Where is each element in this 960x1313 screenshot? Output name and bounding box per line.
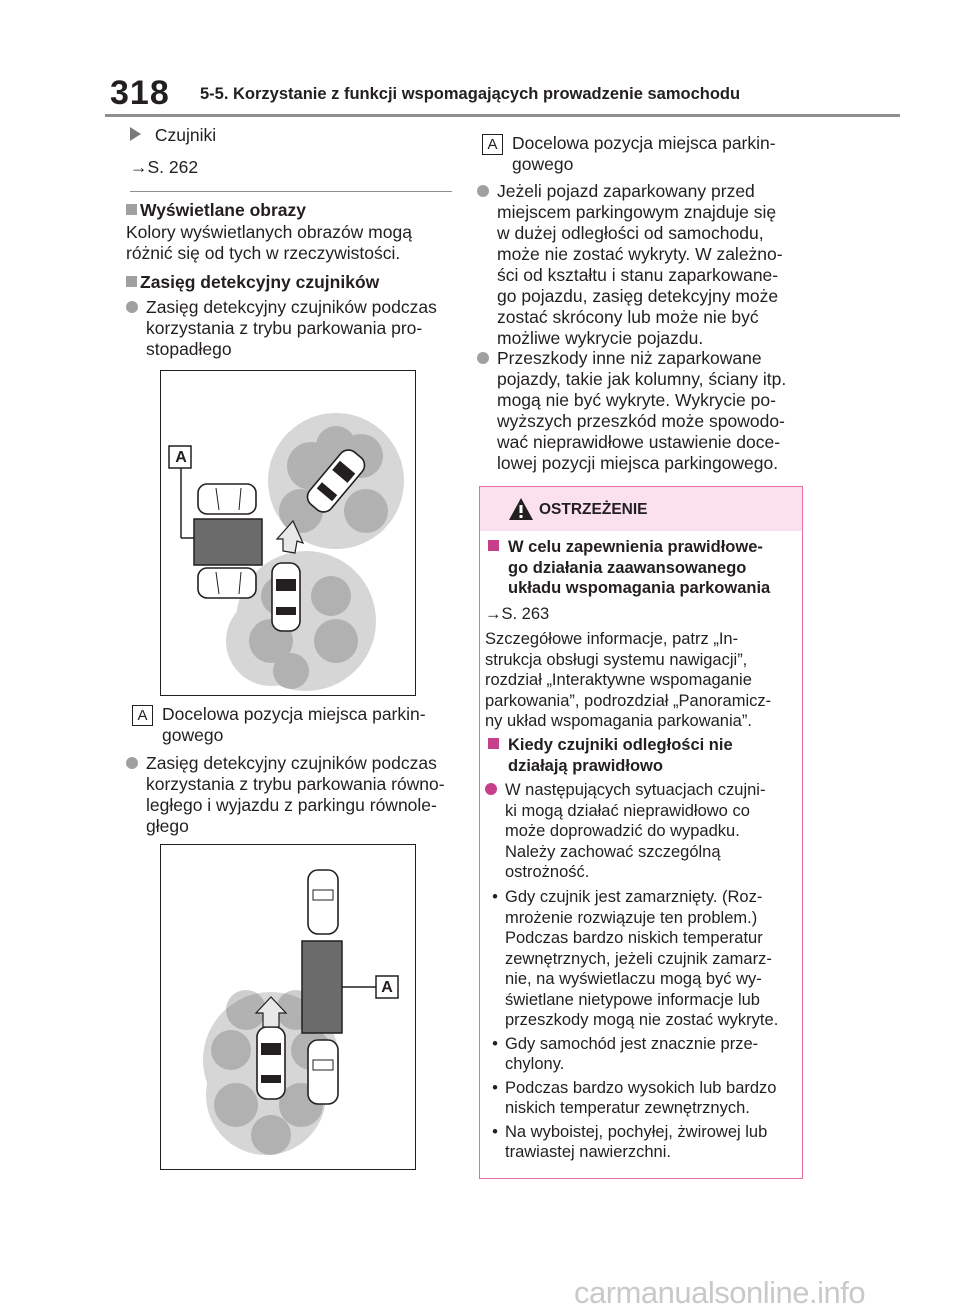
range-bullet-perpendicular: Zasięg detekcyjny czujników podczas korzystania z trybu parkowania pro- stopadłego [126,297,466,360]
arrow-right-icon: → [485,605,502,623]
list-item: • Gdy samochód jest znacznie prze- chylony. [492,1034,759,1073]
square-bullet-icon [488,738,499,749]
circle-bullet-icon [477,185,489,197]
range-heading: Zasięg detekcyjny czujników [126,272,379,293]
warning-box [479,486,803,1179]
right-bullet-2: Przeszkody inne niż zaparkowane pojazdy, takie jak kolumny, ściany itp. mogą nie być wykryte. Wykrycie po- wyższych przeszkód może spowodo- wać nieprawidłowe ustawienie doce- lowej pozycji miejsca parkingowego. [477,348,807,474]
page-number: 318 [110,74,170,112]
list-item: • Gdy czujnik jest zamarznięty. (Roz- mrożenie rozwiązuje ten problem.) Podczas bardzo niskich temperatur zewnętrznych, jeżeli czujnik zamarz- nie, na wyświetlaczu mogą być wy- świetlane nietypowe informacje lub przeszkody mogą nie zostać wykryte. [492,888,779,1029]
circle-bullet-icon [126,301,138,313]
arrow-right-icon: → [130,157,148,177]
sensor-range-illustration [161,845,414,1168]
warning-triangle-icon [508,497,534,521]
square-bullet-icon [126,276,137,287]
warning-sub1-text: Szczegółowe informacje, patrz „In- strukcja obsługi systemu nawigacji”, rozdział „Interaktywne wspomaganie parkowania”, podrozdział „Panoramicz- ny układ wspomagania parkowania”. [485,630,772,730]
warning-sub1-ref[interactable]: →S. 263 [485,605,550,623]
circle-bullet-icon [126,757,138,769]
warning-sub2-heading: Kiedy czujniki odległości nie działają prawidłowo [488,735,798,776]
label-a-box: A [482,134,503,155]
sensors-heading: Czujniki [154,125,217,145]
caption-a-right: A Docelowa pozycja miejsca parkin- gowego [482,133,802,175]
right-bullet-1: Jeżeli pojazd zaparkowany przed miejscem parkingowym znajduje się w dużej odległości od samochodu, może nie zostać wykryty. W zależno- ści od kształtu i stanu zaparkowane- go pojazdu, zasięg detekcyjny może zostać skrócony lub może nie być możliwe wykrycie pojazdu. [477,181,807,349]
diagram-label-a: A [175,449,187,466]
diagram-label-a: A [381,979,393,996]
range-bullet-parallel: Zasięg detekcyjny czujników podczas korzystania z trybu parkowania równo- ległego i wyjazdu z parkingu równole- głego [126,753,466,837]
circle-bullet-icon [485,783,497,795]
square-bullet-icon [488,540,499,551]
list-item: • Podczas bardzo wysokich lub bardzo niskich temperatur zewnętrznych. [492,1078,777,1117]
watermark: carmanualsonline.info [574,1275,866,1310]
warning-item-list [485,887,801,1163]
perpendicular-parking-diagram [160,370,416,696]
sensor-range-illustration [161,371,414,694]
circle-bullet-icon [477,352,489,364]
triangle-bullet-icon [130,127,141,141]
label-a-box: A [132,705,153,726]
sensors-ref[interactable]: →S. 262 [130,157,199,177]
warning-title: OSTRZEŻENIE [539,501,648,518]
caption-a-left: A Docelowa pozycja miejsca parkin- gowego [132,704,462,746]
divider [130,191,452,192]
warning-sub2-bullet: W następujących sytuacjach czujni- ki mogą działać nieprawidłowo co może doprowadzić do wypadku. Należy zachować szczególną ostrożność. [485,780,801,883]
parallel-parking-diagram [160,844,416,1170]
list-item: • Na wyboistej, pochyłej, żwirowej lub trawiastej nawierzchni. [492,1122,768,1161]
square-bullet-icon [126,204,137,215]
sensors-heading-row [130,125,216,146]
warning-header [480,487,802,531]
section-title: 5-5. Korzystanie z funkcji wspomagających prowadzenie samochodu [200,85,741,103]
header-rule [105,114,900,117]
warning-sub1-heading: W celu zapewnienia prawidłowe- go działania zaawansowanego układu wspomagania parkowania [488,537,798,599]
displayed-images-text: Kolory wyświetlanych obrazów mogą różnić się od tych w rzeczywistości. [126,222,412,263]
displayed-images-heading: Wyświetlane obrazy [126,200,306,221]
